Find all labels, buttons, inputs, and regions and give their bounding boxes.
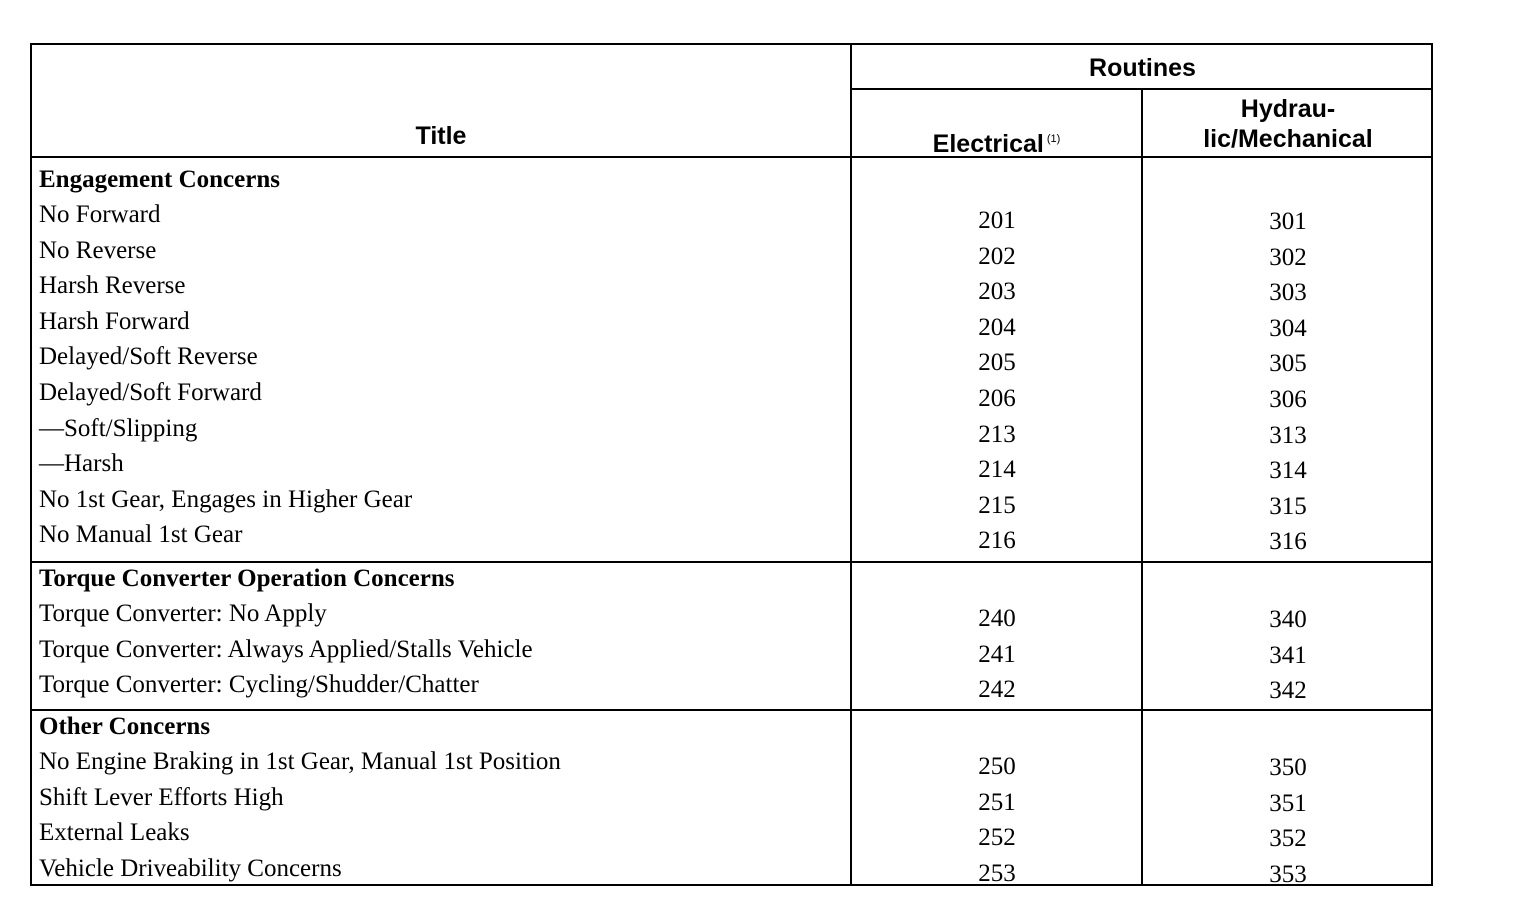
header-hydraulic	[1143, 94, 1433, 154]
row-title: Delayed/Soft Reverse	[39, 343, 258, 371]
routines-underline	[852, 88, 1433, 90]
row-title: Torque Converter: Cycling/Shudder/Chatter	[39, 671, 479, 699]
row-title: No Manual 1st Gear	[39, 521, 243, 549]
electrical-routine: 241	[978, 640, 1016, 668]
row-title: No Reverse	[39, 236, 157, 264]
electrical-routine: 204	[978, 313, 1016, 341]
section-heading: Engagement Concerns	[39, 166, 280, 193]
hydraulic-routine: 350	[1269, 754, 1307, 781]
hydraulic-routine: 313	[1269, 421, 1307, 449]
row-title: Harsh Forward	[39, 307, 190, 335]
row-title: Torque Converter: No Apply	[39, 600, 327, 627]
electrical-routine: 202	[978, 242, 1016, 270]
electrical-routine: 203	[978, 278, 1016, 306]
hydraulic-routine: 303	[1269, 279, 1307, 307]
hydraulic-routine: 353	[1269, 860, 1307, 888]
row-title: No 1st Gear, Engages in Higher Gear	[39, 485, 413, 513]
hydraulic-routine: 314	[1269, 457, 1307, 485]
electrical-routine: 242	[978, 676, 1016, 704]
hydraulic-routine: 301	[1269, 208, 1307, 235]
hydraulic-routine: 302	[1269, 243, 1307, 271]
electrical-routine: 214	[978, 456, 1016, 484]
hydraulic-routine: 340	[1269, 606, 1307, 633]
header-title: Title	[415, 122, 467, 150]
electrical-routine: 213	[978, 420, 1016, 448]
row-title: External Leaks	[39, 819, 190, 847]
hydraulic-routine: 352	[1269, 825, 1307, 853]
row-title: Delayed/Soft Forward	[39, 378, 262, 406]
header-hydraulic-line1: Hydrau-	[1240, 95, 1336, 123]
header-electrical-label: Electrical	[932, 130, 1044, 158]
header-hydraulic-line2: lic/Mechanical	[1203, 125, 1373, 153]
row-title: Harsh Reverse	[39, 272, 186, 300]
hydraulic-routine: 315	[1269, 492, 1307, 520]
hydraulic-routine: 304	[1269, 314, 1307, 342]
electrical-footnote-marker: (1)	[1046, 133, 1061, 145]
row-title: Vehicle Driveability Concerns	[39, 854, 342, 882]
electrical-routine: 253	[978, 859, 1016, 887]
row-title: —Harsh	[39, 450, 124, 478]
hydraulic-routine: 305	[1269, 350, 1307, 378]
header-electrical	[852, 124, 1141, 159]
section-heading: Other Concerns	[39, 713, 211, 740]
section-titles	[39, 561, 839, 703]
electrical-routine: 205	[978, 349, 1016, 377]
section-heading: Torque Converter Operation Concerns	[39, 565, 455, 592]
hydraulic-routine: 342	[1269, 677, 1307, 705]
row-title: Shift Lever Efforts High	[39, 783, 284, 811]
hydraulic-routine: 316	[1269, 528, 1307, 556]
routines-table	[30, 43, 1433, 886]
header-bottom-rule	[32, 156, 1433, 158]
row-title: —Soft/Slipping	[39, 414, 198, 442]
electrical-routine: 250	[978, 753, 1016, 780]
electrical-routine: 252	[978, 824, 1016, 852]
electrical-routine: 206	[978, 385, 1016, 412]
hydraulic-routine: 306	[1269, 386, 1307, 413]
electrical-routine: 216	[978, 527, 1016, 555]
row-title: Torque Converter: Always Applied/Stalls Vehicle	[39, 635, 533, 663]
electrical-routine: 215	[978, 491, 1016, 519]
electrical-routine: 201	[978, 207, 1016, 234]
electrical-routine: 251	[978, 788, 1016, 816]
section-titles	[39, 162, 839, 553]
electrical-routine: 240	[978, 605, 1016, 632]
hydraulic-routine: 341	[1269, 641, 1307, 669]
row-title: No Forward	[39, 201, 161, 228]
hydraulic-routine: 351	[1269, 789, 1307, 817]
row-title: No Engine Braking in 1st Gear, Manual 1st Position	[39, 748, 561, 775]
header-routines: Routines	[1089, 54, 1196, 82]
section-titles	[39, 709, 839, 886]
